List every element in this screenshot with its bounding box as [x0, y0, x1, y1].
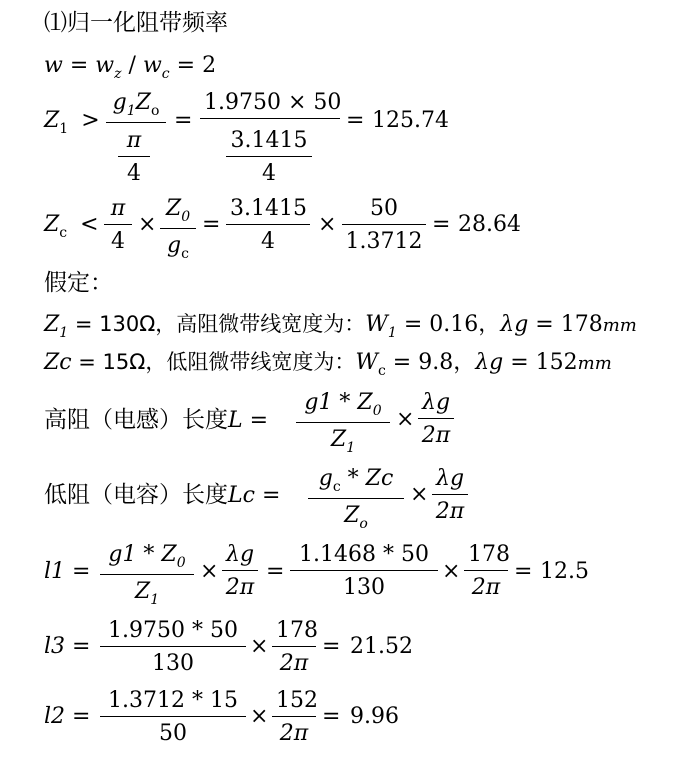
eq-l1-times-1: ×: [200, 559, 219, 584]
eq-zc-f2-num-sub: 0: [181, 209, 191, 225]
eq-low-f1-num-a: g: [318, 466, 333, 491]
eq-z1-result: 125.74: [372, 108, 449, 133]
eq-low-f1-num-a-sub: c: [332, 479, 341, 495]
eq-high-f2-num: λg: [418, 392, 454, 419]
eq-high-f2-den: 2π: [421, 423, 451, 448]
eq-l1-fraction-3: [290, 544, 438, 599]
eq-low-equals: =: [261, 483, 281, 508]
eq-l3-times: ×: [250, 634, 269, 659]
eq-z1-pi: π: [118, 130, 150, 157]
eq-w-wc: w: [142, 53, 162, 78]
eq-l2-f1-num: 1.3712 * 15: [100, 690, 246, 717]
assume-1-w: W: [365, 312, 388, 337]
eq-zc-equals-2: =: [432, 212, 451, 237]
section-heading: ⑴归一化阻带频率: [44, 10, 228, 36]
eq-l1-equals-2: =: [266, 559, 285, 584]
eq-high-f1-den-sub: 1: [346, 440, 356, 456]
eq-z1-f2-num: 1.9750 × 50: [200, 92, 340, 119]
eq-l2-f1-den: 50: [159, 721, 187, 746]
eq-z1-op: >: [81, 108, 100, 133]
eq-zc-lhs-sub: c: [59, 225, 68, 241]
assume-2-lambda: λg: [475, 350, 504, 375]
eq-z1-fraction-1-den: [118, 130, 150, 185]
assume-1-z-sub: 1: [59, 325, 69, 341]
eq-l1-equals-3: =: [514, 559, 533, 584]
eq-l3-f1-num: 1.9750 * 50: [100, 620, 246, 647]
eq-l3-result: 21.52: [350, 634, 413, 659]
eq-z1-lhs: Z: [44, 108, 60, 133]
eq-zc-f2-den-sub: c: [181, 246, 189, 262]
eq-w-wz-sub: z: [114, 66, 122, 82]
assume-1-text3: = 178: [528, 312, 603, 337]
assume-1-unit: mm: [602, 315, 637, 336]
eq-z1-z: Z: [135, 90, 151, 115]
eq-l2-equals-2: =: [322, 704, 341, 729]
eq-l3-f2-den: 2π: [279, 651, 309, 676]
eq-l2-f2-den: 2π: [279, 721, 309, 746]
eq-high-f1-num: g1 * Z: [304, 390, 373, 415]
assume-1-text: = 130Ω，高阻微带线宽度为：: [68, 312, 366, 336]
eq-zc-lhs: Z: [44, 212, 60, 237]
eq-low-label: 低阻（电容）长度: [44, 482, 228, 508]
eq-z1-f2-den-num: 3.1415: [226, 130, 312, 157]
eq-low-times: ×: [410, 482, 429, 507]
eq-low-f1-den: Z: [344, 503, 360, 528]
eq-zc-fraction-2: [160, 198, 196, 261]
assume-2-text3: = 152: [503, 350, 578, 375]
assume-2-text: = 15Ω，低阻微带线宽度为：: [71, 350, 356, 374]
eq-high-f1-num-sub: 0: [372, 403, 382, 419]
eq-low-f1-den-sub: o: [359, 516, 368, 532]
eq-zc-f1-num: π: [104, 198, 132, 225]
eq-l1-result: 12.5: [540, 559, 589, 584]
eq-l3-lhs: l3: [44, 634, 66, 659]
eq-w-wc-sub: c: [161, 66, 170, 82]
eq-w-equals-2: =: [176, 53, 196, 78]
eq-l1-fraction-1: [100, 544, 194, 607]
assume-2-w-sub: c: [377, 363, 386, 379]
eq-zc-f3-num: 3.1415: [226, 198, 310, 225]
assume-2-text2: = 9.8，: [385, 350, 476, 375]
eq-z1-g-sub: 1: [126, 103, 136, 119]
eq-z1-z-sub: o: [150, 103, 160, 119]
eq-z1-fraction-1: [106, 92, 166, 123]
eq-zc-f3-den: 4: [261, 229, 275, 254]
eq-high-fraction-1: [296, 392, 390, 455]
assume-1-text2: = 0.16，: [396, 312, 501, 337]
eq-zc-f4-den: 1.3712: [345, 229, 423, 254]
eq-l1-f3-den: 130: [343, 575, 385, 600]
eq-l1-lhs: l1: [44, 559, 66, 584]
eq-z1-f2-den-den: 4: [262, 161, 276, 186]
eq-high-label: 高阻（电感）长度: [44, 407, 228, 433]
eq-l1-fraction-2: [222, 544, 258, 599]
eq-l2-lhs: l2: [44, 704, 66, 729]
eq-l1-f1-num: g1 * Z: [108, 542, 177, 567]
eq-zc-f4-num: 50: [342, 198, 426, 225]
eq-zc-op: <: [80, 212, 99, 237]
eq-l2-fraction-1: [100, 690, 246, 745]
eq-low-fraction-1: [308, 468, 404, 531]
eq-low-fraction-2: [432, 468, 468, 523]
assumption-high-impedance: [44, 314, 637, 340]
eq-zc-times-2: ×: [318, 212, 337, 237]
eq-l3-fraction-1: [100, 620, 246, 675]
eq-l1-f2-den: 2π: [225, 575, 255, 600]
eq-zc-result: 28.64: [458, 212, 521, 237]
eq-l1-times-2: ×: [442, 559, 461, 584]
eq-l3-fraction-2: [272, 620, 316, 675]
eq-l1-equals: =: [72, 559, 91, 584]
eq-w-wz: w: [95, 53, 115, 78]
eq-z1-fraction-2-den: [226, 130, 312, 185]
eq-z1-g: g: [112, 90, 127, 115]
eq-low-f1-num-b: * Zc: [340, 466, 394, 491]
eq-zc-f2-den: g: [167, 233, 182, 258]
eq-z1-lhs-sub: 1: [59, 121, 69, 137]
eq-l3-equals-2: =: [322, 634, 341, 659]
eq-high-times: ×: [396, 407, 415, 432]
eq-w-lhs: w: [44, 53, 63, 78]
eq-zc-fraction-3: [226, 198, 310, 253]
eq-l1-f4-num: 178: [464, 544, 508, 571]
eq-l2-equals: =: [72, 704, 91, 729]
eq-w-equals: =: [69, 53, 89, 78]
eq-zc-times-1: ×: [138, 212, 157, 237]
eq-high-f1-den: Z: [330, 427, 347, 452]
eq-zc-f2-num: Z: [165, 196, 182, 221]
assumption-label: 假定：: [44, 270, 113, 296]
eq-l1-f3-num: 1.1468 * 50: [290, 544, 438, 571]
eq-zc-fraction-1: [104, 198, 132, 253]
eq-l3-f2-num: 178: [272, 620, 316, 647]
eq-low-var: Lc: [228, 483, 255, 508]
eq-l1-f1-num-sub: 0: [176, 555, 186, 571]
eq-zc-fraction-4: [342, 198, 426, 253]
assume-1-lambda: λg: [500, 312, 529, 337]
eq-zc-equals: =: [202, 212, 221, 237]
eq-z1-four: 4: [127, 161, 141, 186]
eq-z1-fraction-2: [200, 92, 340, 119]
eq-z1-equals: =: [174, 108, 193, 133]
eq-l1-f1-den-sub: 1: [150, 592, 160, 608]
eq-l1-f2-num: λg: [222, 544, 258, 571]
eq-high-fraction-2: [418, 392, 454, 447]
eq-l3-equals: =: [72, 634, 91, 659]
eq-l1-f1-den: Z: [134, 579, 151, 604]
eq-low-f2-num: λg: [432, 468, 468, 495]
eq-l1-f4-den: 2π: [471, 575, 501, 600]
eq-l2-fraction-2: [272, 690, 316, 745]
assumption-low-impedance: [44, 352, 612, 378]
equation-normalized-frequency: [44, 55, 216, 81]
eq-l2-times: ×: [250, 704, 269, 729]
eq-l1-fraction-4: [464, 544, 508, 599]
assume-2-w: W: [355, 350, 378, 375]
eq-zc-f1-den: 4: [111, 229, 125, 254]
eq-w-value: 2: [202, 53, 217, 78]
eq-w-slash: /: [128, 53, 136, 78]
eq-l3-f1-den: 130: [152, 651, 194, 676]
eq-high-var: L: [228, 408, 243, 433]
assume-2-z: Zc: [44, 350, 72, 375]
eq-low-f2-den: 2π: [435, 499, 465, 524]
eq-l2-f2-num: 152: [272, 690, 316, 717]
assume-1-w-sub: 1: [387, 325, 397, 341]
eq-l2-result: 9.96: [350, 704, 399, 729]
eq-z1-equals-2: =: [346, 108, 365, 133]
assume-2-unit: mm: [577, 353, 612, 374]
assume-1-z: Z: [44, 312, 60, 337]
eq-high-equals: =: [249, 408, 269, 433]
